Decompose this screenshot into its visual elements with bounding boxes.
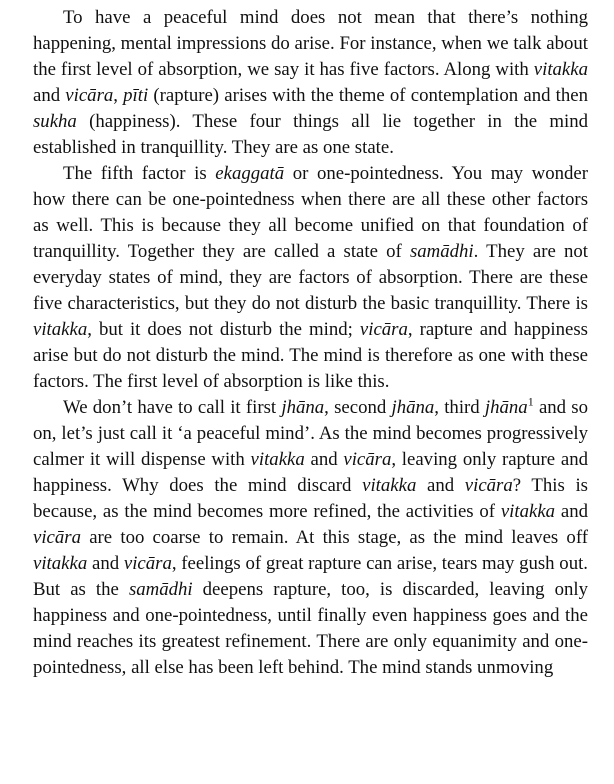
italic-term: jhāna xyxy=(484,397,528,418)
text-run: (rapture) arises with the theme of contemplation and then xyxy=(148,85,588,106)
text-run: (happiness). These four things all lie together in the mind established in tranquillity. They are as one state. xyxy=(33,111,588,158)
italic-term: vicāra xyxy=(343,449,392,470)
text-run: We don’t have to call it first xyxy=(63,397,282,418)
text-run: deepens rapture, too, is discarded, leaving only happiness and one-pointedness, until finally even happiness goes and the mind reaches its greatest refinement. There are only equanimity and one-pointedness, all else has been left behind. The mind stands unmoving xyxy=(33,579,588,678)
text-run: , leaving only rapture and happiness. Why does the mind discard xyxy=(33,449,588,496)
italic-term: vitakka xyxy=(362,475,417,496)
text-run: are too coarse to remain. At this stage, as the mind leaves off xyxy=(80,527,588,548)
paragraph-1 xyxy=(33,5,588,161)
italic-term: samādhi xyxy=(409,241,474,262)
text-run: , second xyxy=(324,397,392,418)
text-run: , feelings of great rapture can arise, tears may gush out. But as the xyxy=(33,553,589,600)
text-run: and so on, let’s just call it ‘a peaceful mind’. As the mind becomes progressively calmer it will dispense with xyxy=(33,397,588,470)
italic-term: pīti xyxy=(123,85,149,106)
text-run: and xyxy=(416,475,465,496)
italic-term: jhāna xyxy=(281,397,325,418)
italic-term: vicāra xyxy=(464,475,513,496)
italic-term: vicāra xyxy=(65,85,114,106)
text-run: and xyxy=(87,553,124,574)
italic-term: jhāna xyxy=(391,397,435,418)
paragraph-3 xyxy=(33,395,588,681)
italic-term: vitakka xyxy=(33,553,88,574)
italic-term: vitakka xyxy=(500,501,556,522)
italic-term: samādhi xyxy=(128,579,193,600)
italic-term: vitakka xyxy=(33,319,88,340)
text-run: To have a peaceful mind does not mean that there’s nothing happening, mental impressions do arise. For instance, when we talk about the first level of absorption, we say it has five factors. Along with xyxy=(33,7,588,80)
footnote-marker: 1 xyxy=(527,394,534,409)
text-run: and xyxy=(33,85,66,106)
text-run: . They are not everyday states of mind, they are factors of absorption. There are these five characteristics, but they do not disturb the basic tranquillity. There is xyxy=(33,241,588,314)
text-run: ? This is because, as the mind becomes more refined, the activities of xyxy=(33,475,588,522)
paragraph-2 xyxy=(33,161,588,395)
italic-term: vitakka xyxy=(250,449,305,470)
italic-term: vicāra xyxy=(33,527,81,548)
italic-term: ekaggatā xyxy=(215,163,285,184)
text-run: , xyxy=(113,85,124,106)
text-run: and xyxy=(304,449,344,470)
text-run: and xyxy=(555,501,588,522)
italic-term: vicāra xyxy=(359,319,408,340)
text-run: The fifth factor is xyxy=(63,163,216,184)
italic-term: vitakka xyxy=(533,59,588,80)
text-run: or one-pointedness. You may wonder how there can be one-pointedness when there are all these other factors as well. This is because they all become unified on that foundation of tranquillity. Together they are called a state of xyxy=(33,163,589,262)
text-run: , third xyxy=(434,397,485,418)
text-run: , but it does not disturb the mind; xyxy=(87,319,360,340)
text-run: , rapture and happiness arise but do not disturb the mind. The mind is therefore as one with these factors. The first level of absorption is like this. xyxy=(33,319,588,392)
italic-term: sukha xyxy=(33,111,77,132)
italic-term: vicāra xyxy=(123,553,172,574)
